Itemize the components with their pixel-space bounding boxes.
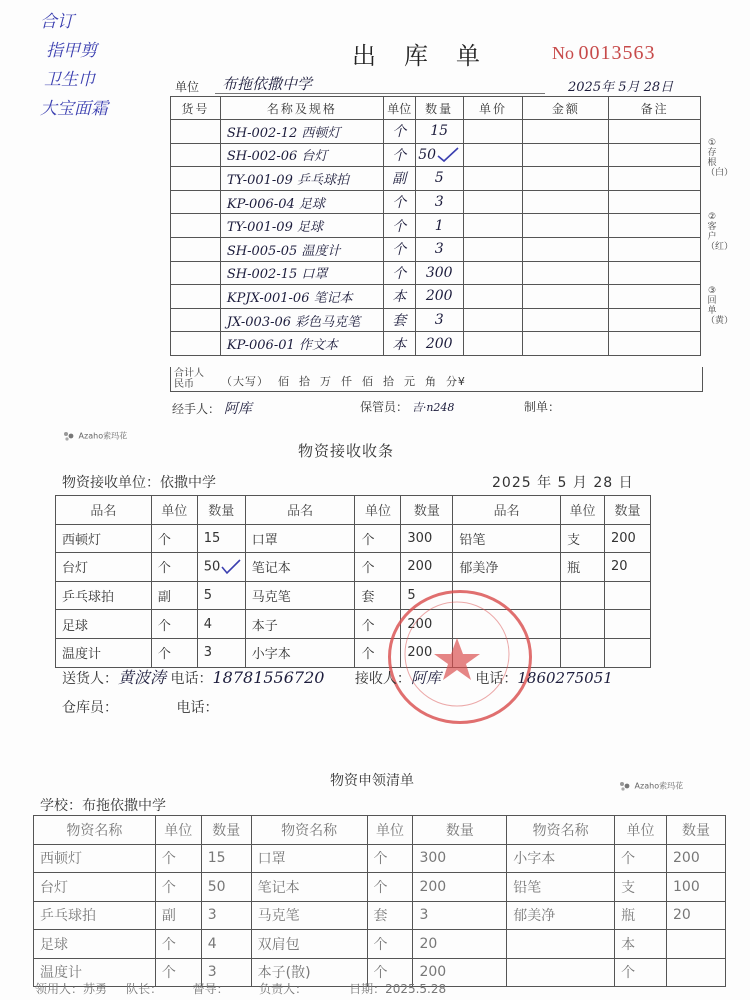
star-icon bbox=[388, 590, 526, 718]
header-cell: 数量 bbox=[201, 816, 251, 845]
table-cell: 副 bbox=[151, 581, 197, 610]
table-row bbox=[171, 332, 701, 356]
table-cell: 铅笔 bbox=[507, 873, 615, 902]
handler-label: 经手人： bbox=[172, 402, 221, 416]
handler-field bbox=[172, 398, 252, 418]
table-cell bbox=[667, 930, 726, 959]
table-cell: 200 bbox=[413, 873, 507, 902]
item-qty: 3 bbox=[415, 308, 463, 332]
item-unit: 个 bbox=[383, 190, 415, 214]
table-row bbox=[171, 167, 701, 191]
table-cell: 15 bbox=[201, 844, 251, 873]
table-cell: 个 bbox=[367, 958, 413, 987]
table-row bbox=[171, 190, 701, 214]
table-cell: 个 bbox=[155, 844, 201, 873]
table-cell: 5 bbox=[197, 581, 245, 610]
copy-note: ③回单（黄） bbox=[706, 286, 734, 326]
table-cell: 20 bbox=[413, 930, 507, 959]
table-cell: 个 bbox=[355, 524, 401, 553]
outbound-number-label: No bbox=[552, 43, 574, 63]
item-qty: 1 bbox=[415, 214, 463, 238]
table-cell bbox=[561, 638, 605, 667]
header-cell: 名称及规格 bbox=[220, 97, 383, 120]
table-cell: 200 bbox=[604, 524, 650, 553]
table-row bbox=[56, 638, 651, 667]
requisition-header-row bbox=[34, 816, 726, 845]
receipt-logo-name: Azaho索玛花 bbox=[78, 431, 128, 441]
flower-logo-icon bbox=[62, 430, 76, 442]
table-cell: 支 bbox=[561, 524, 605, 553]
copy-note: ②客户（红） bbox=[706, 212, 734, 252]
table-cell: 小字本 bbox=[245, 638, 355, 667]
header-cell: 单位 bbox=[151, 496, 197, 525]
header-cell: 数量 bbox=[604, 496, 650, 525]
table-cell: 50 bbox=[203, 559, 221, 575]
outbound-total-row bbox=[170, 367, 703, 392]
receipt-table bbox=[55, 495, 651, 668]
table-cell: 50 bbox=[201, 873, 251, 902]
sender-value: 黄波涛 bbox=[118, 668, 167, 687]
header-cell: 品名 bbox=[245, 496, 355, 525]
table-cell: 个 bbox=[155, 958, 201, 987]
table-cell: 200 bbox=[667, 844, 726, 873]
table-cell: 台灯 bbox=[34, 873, 156, 902]
unit-underline bbox=[215, 93, 545, 94]
table-cell bbox=[604, 638, 650, 667]
item-name: KPJX-001-06 笔记本 bbox=[220, 285, 383, 309]
check-icon bbox=[436, 147, 460, 163]
table-cell: 口罩 bbox=[251, 844, 367, 873]
corner-note: 合订 bbox=[40, 12, 74, 32]
receipt-title: 物资接收收条 bbox=[298, 442, 395, 460]
item-qty: 5 bbox=[415, 167, 463, 191]
table-cell: 个 bbox=[615, 844, 667, 873]
requisition-table bbox=[33, 815, 726, 987]
official-seal bbox=[388, 590, 532, 724]
item-qty: 15 bbox=[415, 120, 463, 144]
table-cell: 个 bbox=[155, 873, 201, 902]
table-row bbox=[34, 844, 726, 873]
header-cell: 数量 bbox=[401, 496, 453, 525]
table-cell: 郁美净 bbox=[507, 901, 615, 930]
table-cell: 足球 bbox=[56, 610, 152, 639]
table-cell: 5 bbox=[401, 581, 453, 610]
table-cell: 温度计 bbox=[34, 958, 156, 987]
item-name: SH-002-15 口罩 bbox=[220, 261, 383, 285]
item-name: SH-002-06 台灯 bbox=[220, 143, 383, 167]
table-cell: 个 bbox=[367, 873, 413, 902]
item-name: TY-001-09 乒乓球拍 bbox=[220, 167, 383, 191]
header-cell: 单位 bbox=[383, 97, 415, 120]
table-row bbox=[34, 901, 726, 930]
receiver-phone: 1860275051 bbox=[517, 669, 613, 687]
sender-label: 送货人： bbox=[62, 671, 118, 687]
table-cell: 个 bbox=[155, 930, 201, 959]
table-cell bbox=[561, 581, 605, 610]
table-cell: 本子 bbox=[245, 610, 355, 639]
table-row bbox=[56, 610, 651, 639]
table-cell: 200 bbox=[401, 638, 453, 667]
item-qty: 3 bbox=[415, 237, 463, 261]
header-cell: 品名 bbox=[453, 496, 561, 525]
header-cell: 物资名称 bbox=[34, 816, 156, 845]
table-row bbox=[171, 143, 701, 167]
header-cell: 单位 bbox=[355, 496, 401, 525]
item-unit: 套 bbox=[383, 308, 415, 332]
table-cell: 3 bbox=[197, 638, 245, 667]
keeper-value: 吉·n248 bbox=[411, 401, 455, 414]
item-unit: 本 bbox=[383, 285, 415, 309]
header-cell: 数量 bbox=[415, 97, 463, 120]
table-cell: 笔记本 bbox=[245, 553, 355, 582]
header-cell: 单位 bbox=[155, 816, 201, 845]
corner-notes bbox=[40, 8, 108, 124]
table-cell: 小字本 bbox=[507, 844, 615, 873]
maker-label: 制单： bbox=[524, 400, 561, 414]
table-row bbox=[171, 237, 701, 261]
table-cell: 20 bbox=[604, 553, 650, 582]
table-cell: 足球 bbox=[34, 930, 156, 959]
outbound-number-value: 0013563 bbox=[578, 42, 656, 64]
header-cell: 备注 bbox=[609, 97, 701, 120]
header-cell: 数量 bbox=[667, 816, 726, 845]
requisition-title: 物资申领清单 bbox=[330, 773, 414, 789]
requisition-school: 学校：布拖依撒中学 bbox=[40, 798, 166, 814]
outbound-date: 2025年 5月 28日 bbox=[568, 80, 674, 95]
item-unit: 个 bbox=[383, 261, 415, 285]
table-cell: 个 bbox=[355, 638, 401, 667]
table-cell: 个 bbox=[367, 930, 413, 959]
warehouse-label: 仓库员： bbox=[62, 700, 118, 716]
outbound-unit-value: 布拖依撒中学 bbox=[222, 75, 313, 93]
table-cell: 西顿灯 bbox=[56, 524, 152, 553]
table-cell: 个 bbox=[151, 553, 197, 582]
table-row bbox=[171, 308, 701, 332]
item-name: KP-006-01 作文本 bbox=[220, 332, 383, 356]
receipt-unit: 物资接收单位：依撒中学 bbox=[62, 475, 216, 491]
keeper-label: 保管员： bbox=[360, 400, 409, 414]
receiver-value: 阿库 bbox=[410, 669, 441, 687]
table-cell: 口罩 bbox=[245, 524, 355, 553]
table-cell: 3 bbox=[201, 901, 251, 930]
item-qty: 3 bbox=[415, 190, 463, 214]
item-name: SH-005-05 温度计 bbox=[220, 237, 383, 261]
table-cell: 台灯 bbox=[56, 553, 152, 582]
table-cell: 支 bbox=[615, 873, 667, 902]
table-row bbox=[56, 553, 651, 582]
header-cell: 物资名称 bbox=[251, 816, 367, 845]
outbound-number bbox=[552, 42, 656, 65]
table-row bbox=[56, 581, 651, 610]
table-cell: 4 bbox=[201, 930, 251, 959]
table-cell: 笔记本 bbox=[251, 873, 367, 902]
item-name: TY-001-09 足球 bbox=[220, 214, 383, 238]
handler-value: 阿库 bbox=[223, 401, 252, 417]
header-cell: 单位 bbox=[615, 816, 667, 845]
corner-note: 大宝面霜 bbox=[40, 99, 108, 119]
requisition-logo bbox=[618, 780, 683, 792]
header-cell: 数量 bbox=[197, 496, 245, 525]
header-cell: 单位 bbox=[561, 496, 605, 525]
table-cell: 双肩包 bbox=[251, 930, 367, 959]
requisition-footer: 领用人：苏勇 队长： 督导： 负责人： 日期：2025.5.28 bbox=[35, 982, 447, 996]
table-cell: 15 bbox=[197, 524, 245, 553]
header-cell: 单价 bbox=[463, 97, 523, 120]
flower-logo-icon bbox=[618, 780, 632, 792]
table-cell: 个 bbox=[355, 610, 401, 639]
table-cell: 乒乓球拍 bbox=[56, 581, 152, 610]
item-unit: 个 bbox=[383, 237, 415, 261]
table-row bbox=[171, 261, 701, 285]
table-row bbox=[171, 120, 701, 144]
item-name: JX-003-06 彩色马克笔 bbox=[220, 308, 383, 332]
corner-note: 卫生巾 bbox=[44, 70, 95, 90]
table-cell: 瓶 bbox=[615, 901, 667, 930]
table-row bbox=[171, 285, 701, 309]
table-cell: 西顿灯 bbox=[34, 844, 156, 873]
sender-phone-label: 电话： bbox=[170, 671, 213, 687]
table-cell: 套 bbox=[367, 901, 413, 930]
table-row bbox=[34, 873, 726, 902]
table-cell: 个 bbox=[615, 958, 667, 987]
outbound-header-row bbox=[171, 97, 701, 120]
header-cell: 单位 bbox=[367, 816, 413, 845]
table-cell: 郁美净 bbox=[453, 553, 561, 582]
keeper-field bbox=[360, 398, 454, 415]
receipt-signature-row bbox=[62, 665, 613, 688]
table-cell bbox=[507, 930, 615, 959]
table-cell: 本子(散) bbox=[251, 958, 367, 987]
table-cell: 个 bbox=[367, 844, 413, 873]
outbound-title: 出库单 bbox=[352, 42, 508, 70]
item-qty: 50 bbox=[418, 146, 437, 163]
receipt-logo bbox=[62, 430, 127, 442]
item-unit: 个 bbox=[383, 214, 415, 238]
receiver-label: 接收人： bbox=[354, 671, 411, 687]
copy-note: ①存根（白） bbox=[706, 138, 734, 178]
table-cell: 副 bbox=[155, 901, 201, 930]
item-unit: 副 bbox=[383, 167, 415, 191]
item-qty: 200 bbox=[415, 285, 463, 309]
header-cell: 物资名称 bbox=[507, 816, 615, 845]
table-cell bbox=[604, 581, 650, 610]
table-cell: 个 bbox=[151, 638, 197, 667]
receiver-phone-label: 电话： bbox=[475, 671, 518, 687]
outbound-unit-label: 单位 bbox=[175, 80, 200, 94]
requisition-logo-name: Azaho索玛花 bbox=[634, 781, 684, 791]
outbound-table bbox=[170, 96, 701, 356]
check-icon bbox=[220, 559, 242, 575]
header-cell: 数量 bbox=[413, 816, 507, 845]
table-cell: 100 bbox=[667, 873, 726, 902]
total-label: 合计人民币 bbox=[174, 368, 204, 390]
item-qty: 200 bbox=[415, 332, 463, 356]
item-qty: 300 bbox=[415, 261, 463, 285]
header-cell: 金额 bbox=[523, 97, 609, 120]
table-cell: 瓶 bbox=[561, 553, 605, 582]
table-cell: 4 bbox=[197, 610, 245, 639]
corner-note: 指甲剪 bbox=[46, 41, 97, 61]
warehouse-phone-label: 电话： bbox=[176, 700, 219, 716]
receipt-header-row bbox=[56, 496, 651, 525]
table-cell: 乒乓球拍 bbox=[34, 901, 156, 930]
table-cell: 300 bbox=[401, 524, 453, 553]
table-cell: 马克笔 bbox=[251, 901, 367, 930]
table-cell: 200 bbox=[401, 610, 453, 639]
item-name: SH-002-12 西顿灯 bbox=[220, 120, 383, 144]
table-cell: 3 bbox=[201, 958, 251, 987]
table-cell: 温度计 bbox=[56, 638, 152, 667]
table-cell: 个 bbox=[151, 524, 197, 553]
item-name: KP-006-04 足球 bbox=[220, 190, 383, 214]
table-row bbox=[56, 524, 651, 553]
item-unit: 本 bbox=[383, 332, 415, 356]
table-row bbox=[34, 930, 726, 959]
header-cell: 品名 bbox=[56, 496, 152, 525]
total-text: （大写） 佰 拾 万 仟 佰 拾 元 角 分¥ bbox=[221, 375, 466, 388]
table-row bbox=[171, 214, 701, 238]
table-cell: 马克笔 bbox=[245, 581, 355, 610]
item-unit: 个 bbox=[383, 120, 415, 144]
table-cell: 个 bbox=[355, 553, 401, 582]
table-cell: 300 bbox=[413, 844, 507, 873]
table-cell: 套 bbox=[355, 581, 401, 610]
table-cell: 个 bbox=[151, 610, 197, 639]
warehouse-row bbox=[62, 697, 218, 717]
table-cell: 200 bbox=[401, 553, 453, 582]
table-cell: 铅笔 bbox=[453, 524, 561, 553]
table-cell: 200 bbox=[413, 958, 507, 987]
sender-phone: 18781556720 bbox=[212, 668, 325, 687]
receipt-date: 2025 年 5 月 28 日 bbox=[492, 475, 634, 491]
table-cell: 本 bbox=[615, 930, 667, 959]
item-unit: 个 bbox=[383, 143, 415, 167]
table-cell bbox=[561, 610, 605, 639]
table-cell: 20 bbox=[667, 901, 726, 930]
header-cell: 货号 bbox=[171, 97, 221, 120]
table-cell bbox=[604, 610, 650, 639]
table-cell: 3 bbox=[413, 901, 507, 930]
